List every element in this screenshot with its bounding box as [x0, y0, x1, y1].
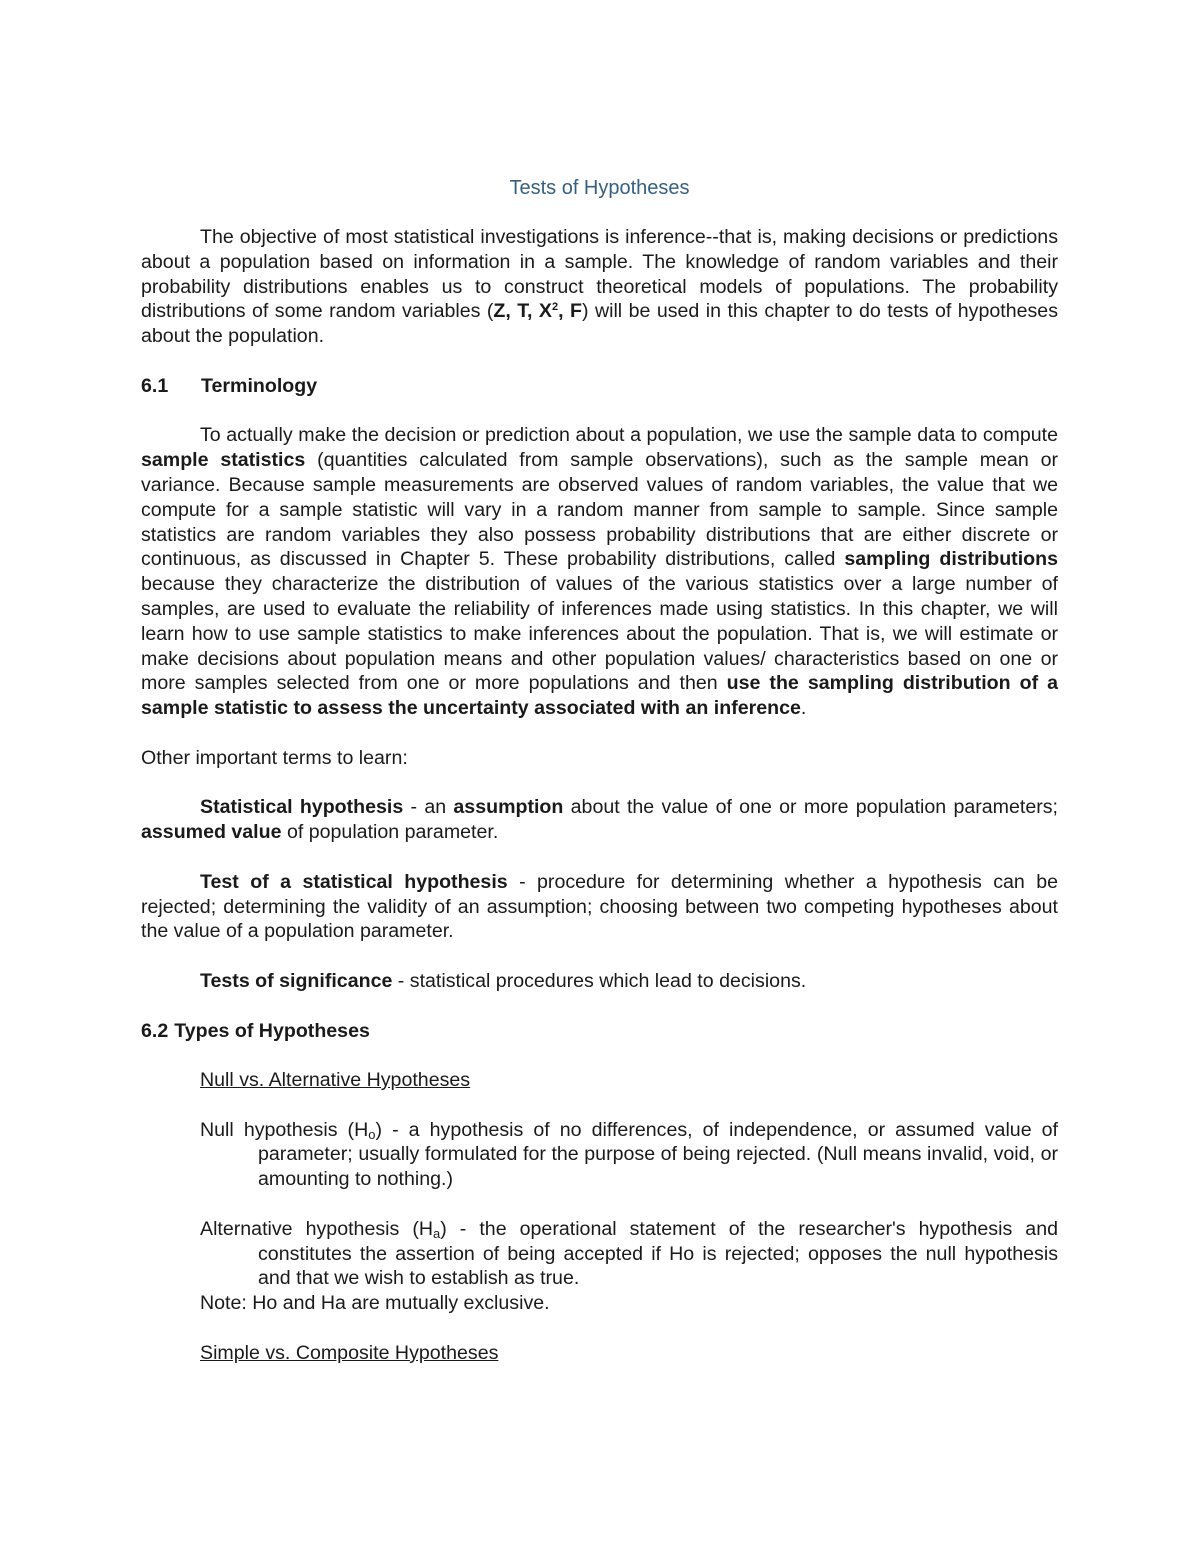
alternative-hypothesis-definition	[200, 1217, 1058, 1291]
section-6-2-number: 6.2	[141, 1019, 169, 1042]
def3-text: - statistical procedures which lead to decisions.	[392, 969, 807, 992]
def1-bold-assumed-value: assumed value	[141, 821, 282, 844]
intro-paragraph	[141, 225, 1058, 349]
terminology-text-4: .	[800, 697, 807, 720]
def1-text-c: about the value of one or more population parameters;	[563, 796, 1058, 819]
intro-vars-zt: Z, T, X	[493, 300, 552, 323]
intro-vars-f: , F	[558, 300, 582, 323]
def1-text-d: of population parameter.	[281, 821, 499, 844]
intro-text-end: ) will be used in this chapter to do tests of hypotheses about the population.	[141, 300, 1059, 348]
def2-term: Test of a statistical hypothesis	[200, 870, 508, 893]
other-terms-line: Other important terms to learn:	[141, 746, 408, 769]
term-sample-statistics: sample statistics	[141, 449, 306, 472]
intro-vars-superscript: 2	[552, 301, 559, 314]
section-6-1-heading	[141, 374, 1058, 399]
intro-text: The objective of most statistical investigations is inference--that is, making decisions or predictions about a population based on information in a sample. The knowledge of random variables and their probability distributions enables us to construct theoretical models of populations. The probability distributions of some random variables (	[141, 226, 1058, 323]
section-6-2-heading	[141, 1019, 1058, 1044]
def1-bold-assumption: assumption	[453, 796, 564, 819]
document-content	[141, 176, 1058, 1390]
def2-text: - procedure for determining whether a hypothesis can be rejected; determining the validity of an assumption; choosing between two competing hypotheses about the value of a population parameter.	[141, 870, 1059, 943]
terminology-text-1: To actually make the decision or prediction about a population, we use the sample data to compute	[200, 424, 1058, 447]
subheading-null-vs-alternative: Null vs. Alternative Hypotheses	[200, 1069, 471, 1092]
null-hypothesis-definition	[200, 1118, 1058, 1192]
alt-text-b: ) - the operational statement of the researcher's hypothesis and constitutes the assertion of being accepted if Ho is rejected; opposes the null hypothesis and that we wish to establish as true.	[258, 1217, 1058, 1290]
term-sampling-distributions: sampling distributions	[844, 548, 1058, 571]
alt-subscript: a	[433, 1225, 441, 1241]
document-title: Tests of Hypotheses	[509, 177, 690, 199]
definition-tests-of-significance	[141, 969, 1058, 994]
section-6-1-number: 6.1	[141, 374, 169, 397]
definition-test-of-hypothesis	[141, 870, 1058, 944]
def3-term: Tests of significance	[200, 969, 393, 992]
section-6-1-title: Terminology	[201, 374, 318, 397]
term-uncertainty-statement: use the sampling distribution of a sample statistic to assess the uncertainty associated with an inference	[141, 672, 1058, 720]
section-6-2-title: Types of Hypotheses	[174, 1019, 370, 1042]
def1-term: Statistical hypothesis	[200, 796, 404, 819]
null-text-b: ) - a hypothesis of no differences, of independence, or assumed value of parameter; usually formulated for the purpose of being rejected. (Null means invalid, void, or amounting to nothing.)	[258, 1118, 1058, 1191]
alt-text-a: Alternative hypothesis (H	[200, 1217, 433, 1240]
mutually-exclusive-note: Note: Ho and Ha are mutually exclusive.	[200, 1292, 550, 1315]
def1-text-a: - an	[403, 796, 454, 819]
subheading-simple-vs-composite: Simple vs. Composite Hypotheses	[200, 1341, 499, 1364]
terminology-text-2: (quantities calculated from sample observations), such as the sample mean or variance. Because sample measurements are observed values of random variables, the value that we compute for a sample statistic will vary in a random manner from sample to sample. Since sample statistics are random variables they also possess probability distributions that are either discrete or continuous, as discussed in Chapter 5. These probability distributions, called	[141, 449, 1058, 571]
null-text-a: Null hypothesis (H	[200, 1118, 369, 1141]
terminology-text-3: because they characterize the distribution of values of the various statistics over a large number of samples, are used to evaluate the reliability of inferences made using statistics. In this chapter, we will learn how to use sample statistics to make inferences about the population. That is, we will estimate or make decisions about population means and other population values/ characteristics based on one or more samples selected from one or more populations and then	[141, 573, 1058, 695]
null-subscript: o	[368, 1126, 376, 1142]
terminology-paragraph	[141, 423, 1058, 721]
definition-statistical-hypothesis	[141, 795, 1058, 845]
intro-vars-bold	[493, 300, 582, 322]
